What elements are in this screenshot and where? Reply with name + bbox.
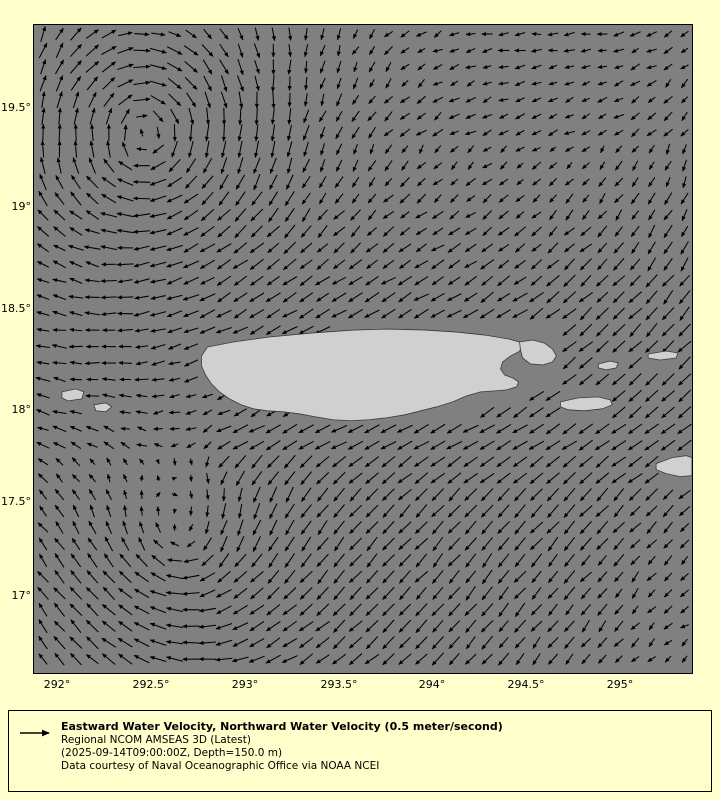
vector-arrow-icon (19, 727, 55, 739)
legend-time-depth-line: (2025-09-14T09:00:00Z, Depth=150.0 m) (61, 747, 283, 759)
legend-model-line: Regional NCOM AMSEAS 3D (Latest) (61, 734, 251, 746)
land-mona (62, 389, 84, 401)
x-axis-tick-292.5: 292.5° (132, 678, 170, 691)
map-plot-area[interactable] (33, 24, 693, 674)
x-axis-tick-294: 294° (418, 678, 446, 691)
land-desecheo (94, 403, 112, 412)
y-axis-tick-18.5: 18.5° (1, 302, 31, 315)
land-vieques (560, 397, 612, 411)
x-axis-tick-295: 295° (606, 678, 634, 691)
legend-box (8, 710, 712, 792)
land-puerto-rico (201, 329, 522, 421)
land-polygons (34, 25, 692, 673)
y-axis-tick-19.5: 19.5° (1, 101, 31, 114)
y-axis-tick-17: 17° (11, 589, 31, 602)
legend-credit-line: Data courtesy of Naval Oceanographic Office via NOAA NCEI (61, 760, 380, 772)
land-islet-east (648, 351, 678, 360)
legend-title: Eastward Water Velocity, Northward Water Velocity (0.5 meter/second) (61, 720, 503, 733)
x-axis-tick-294.5: 294.5° (507, 678, 545, 691)
land-fajardo-tip (520, 340, 557, 365)
legend-text-block (61, 720, 701, 773)
land-st-thomas (656, 456, 692, 477)
y-axis-tick-19: 19° (11, 200, 31, 213)
y-axis-tick-18: 18° (11, 403, 31, 416)
x-axis-tick-293: 293° (231, 678, 259, 691)
land-culebra (598, 361, 618, 370)
y-axis-tick-17.5: 17.5° (1, 495, 31, 508)
x-axis-tick-292: 292° (43, 678, 71, 691)
x-axis-tick-293.5: 293.5° (320, 678, 358, 691)
